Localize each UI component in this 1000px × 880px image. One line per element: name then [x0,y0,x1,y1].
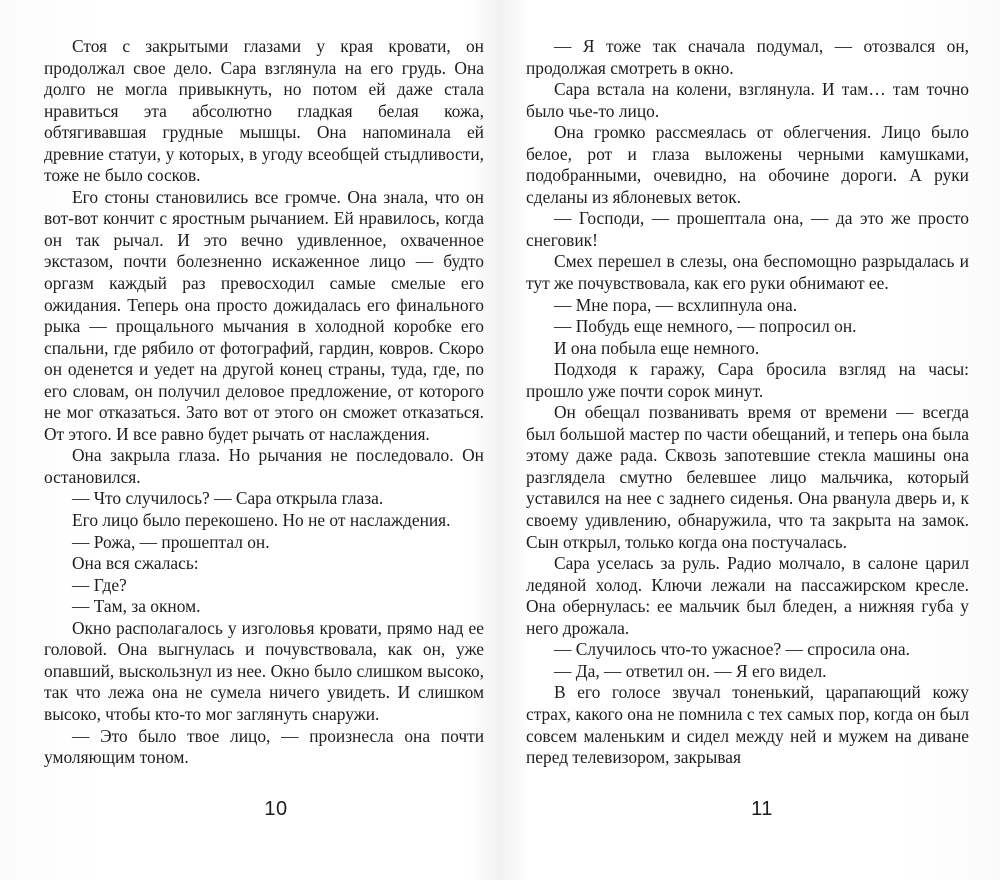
left-paragraph-6: — Рожа, — прошептал он. [72,531,270,552]
left-paragraph-2: Его стоны становились все громче. Она знала, что он вот-вот кончит с яростным рычанием. Ей нравилось, когда он так рычал. И это вечно удивленное, охваченное экстазом, почти болезненно искаженное лицо — будто оргазм каждый раз превосходил самые смелые его ожидания. Теперь она просто дожидалась его финального рыка — прощального мычания в холодной коробке его спальни, где рябило от фотографий, гардин, ковров. Скоро он оденется и уедет на другой конец страны, туда, где, по его словам, он получил деловое предложение, от которого не мог отказаться. Зато вот от этого он сможет отказаться. От этого. И все равно будет рычать от наслаждения. [44,186,484,444]
left-paragraph-11: — Это было твое лицо, — произнесла она почти умоляющим тоном. [44,725,484,768]
left-paragraph-5: Его лицо было перекошено. Но не от наслаждения. [72,510,451,531]
right-paragraph-9: Подходя к гаражу, Сара бросила взгляд на часы: прошло уже почти сорок минут. [526,359,969,401]
right-paragraph-6: — Мне пора, — всхлипнула она. [554,294,798,315]
right-paragraph-12: — Случилось что-то ужасное? — спросила она. [554,639,910,660]
left-paragraph-9: — Там, за окном. [72,596,201,617]
right-paragraph-3: Она громко рассмеялась от облегчения. Лицо было белое, рот и глаза выложены черными камушками, подобранными, очевидно, на обочине дороги. А руки сделаны из яблоневых веток. [526,122,969,207]
left-paragraph-4: — Что случилось? — Сара открыла глаза. [72,488,384,509]
left-paragraph-1: Стоя с закрытыми глазами у края кровати, он продолжал свое дело. Сара взглянула на его грудь. Она долго не могла привыкнуть, но потом ей даже стала нравиться эта абсолютно гладкая белая кожа, обтягивавшая грудные мышцы. Она напоминала ей древние статуи, у которых, в угоду всеобщей стыдливости, тоже не было сосков. [44,36,484,186]
right-paragraph-11: Сара уселась за руль. Радио молчало, в салоне царил ледяной холод. Ключи лежали на пассажирском кресле. Она обернулась: ее мальчик был бледен, а нижняя губа у него дрожала. [526,553,969,638]
right-paragraph-10: Он обещал позванивать время от времени — всегда был большой мастер по части обещаний, и теперь она была этому даже рада. Сквозь запотевшие стекла машины она разглядела смутно белевшее лицо мальчика, который уставился на нее с заднего сиденья. Она рванула дверь и, к своему удивлению, обнаружила, что та закрыта на замок. Сын открыл, только когда она постучалась. [526,402,969,552]
right-paragraph-5: Смех перешел в слезы, она беспомощно разрыдалась и тут же почувствовала, как его руки обнимают ее. [526,251,969,294]
right-paragraph-8: И она побыла еще немного. [554,337,760,358]
right-paragraph-7: — Побудь еще немного, — попросил он. [554,316,857,337]
right-paragraph-4: — Господи, — прошептала она, — да это же просто снеговик! [526,208,969,250]
right-paragraph-14: В его голосе звучал тоненький, царапающий кожу страх, какого она не помнила с тех самых пор, когда он был совсем маленьким и сидел между ней и мужем на диване перед телевизором, закрывая [526,682,969,768]
right-paragraph-13: — Да, — ответил он. — Я его видел. [554,660,827,681]
left-paragraph-7: Она вся сжалась: [72,553,199,574]
left-paragraph-3: Она закрыла глаза. Но рычания не последовало. Он остановился. [44,445,484,487]
left-paragraph-10: Окно располагалось у изголовья кровати, прямо над ее головой. Она выгнулась и почувствовала, как он, уже опавший, выскользнул из нее. Окно было слишком высоко, так что лежа она не сумела ничего увидеть. И слишком высоко, чтобы кто-то мог заглянуть снаружи. [44,617,484,724]
right-paragraph-2: Сара встала на колени, взглянула. И там… там точно было чье-то лицо. [526,79,969,121]
left-page-number: 10 [264,798,288,820]
right-paragraph-1: — Я тоже так сначала подумал, — отозвался он, продолжая смотреть в окно. [526,36,969,78]
right-page-number: 11 [751,798,773,820]
left-page-text [44,36,484,769]
left-paragraph-8: — Где? [72,574,127,595]
right-page-text [526,36,969,769]
